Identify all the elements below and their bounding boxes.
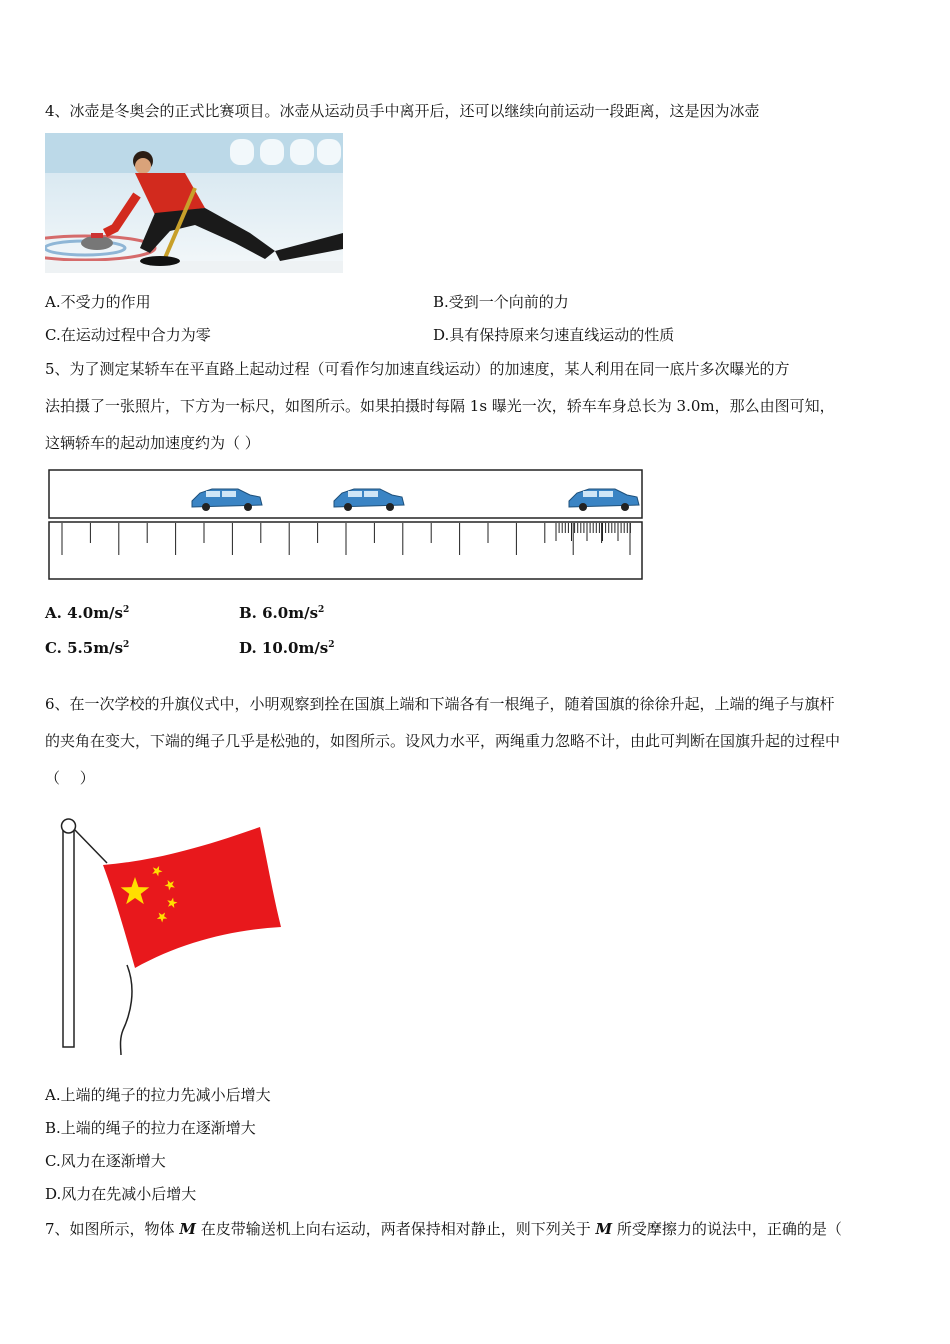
upper-rope [74, 829, 107, 863]
q4-option-d: D.具有保持原来匀速直线运动的性质 [433, 326, 675, 344]
q6-option-d: D.风力在先减小后增大 [45, 1185, 197, 1203]
q6-option-a: A.上端的绳子的拉力先减小后增大 [45, 1086, 271, 1104]
q5-option-a: A. $4.0m/s^2$ [45, 604, 130, 622]
q6-stem-line1: 6、在一次学校的升旗仪式中，小明观察到拴在国旗上端和下端各有一根绳子，随着国旗的徐徐升起，上端的绳子与旗杆 [45, 695, 835, 713]
q6-option-b: B.上端的绳子的拉力在逐渐增大 [45, 1119, 256, 1137]
q5-stem-line3: 这辆轿车的起动加速度约为（ ） [45, 434, 260, 452]
q5-stem-line1: 5、为了测定某轿车在平直路上起动过程（可看作匀加速直线运动）的加速度，某人利用在同一底片多次曝光的方 [45, 360, 790, 378]
pole-top-ball [62, 819, 76, 833]
q5-option-b: B. $6.0m/s^2$ [239, 604, 325, 622]
flag-pole [63, 829, 74, 1047]
q5-option-d: D. $10.0m/s^2$ [239, 639, 335, 657]
curling-photo [45, 133, 343, 273]
q5-stem-line2: 法拍摄了一张照片，下方为一标尺，如图所示。如果拍摄时每隔 1s 曝光一次，轿车车身总长为 3.0m，那么由图可知， [45, 397, 835, 415]
q4-stem: 4、冰壶是冬奥会的正式比赛项目。冰壶从运动员手中离开后，还可以继续向前运动一段距离，这是因为冰壶 [45, 102, 760, 120]
car-ruler-figure [48, 469, 646, 581]
q5-option-c: C. $5.5m/s^2$ [45, 639, 130, 657]
q4-option-b: B.受到一个向前的力 [433, 293, 569, 311]
lower-rope [121, 965, 132, 1055]
q7-stem: 7、如图所示，物体 M 在皮带输送机上向右运动，两者保持相对静止，则下列关于 M 所受摩擦力的说法中，正确的是（ [45, 1220, 842, 1238]
q6-stem-line3: （ ） [45, 769, 95, 787]
q4-option-a: A.不受力的作用 [45, 293, 151, 311]
flag-figure [55, 815, 290, 1060]
q6-stem-line2: 的夹角在变大，下端的绳子几乎是松弛的，如图所示。设风力水平，两绳重力忽略不计，由此可判断在国旗升起的过程中 [45, 732, 841, 750]
q6-option-c: C.风力在逐渐增大 [45, 1152, 166, 1170]
q4-option-c: C.在运动过程中合力为零 [45, 326, 211, 344]
